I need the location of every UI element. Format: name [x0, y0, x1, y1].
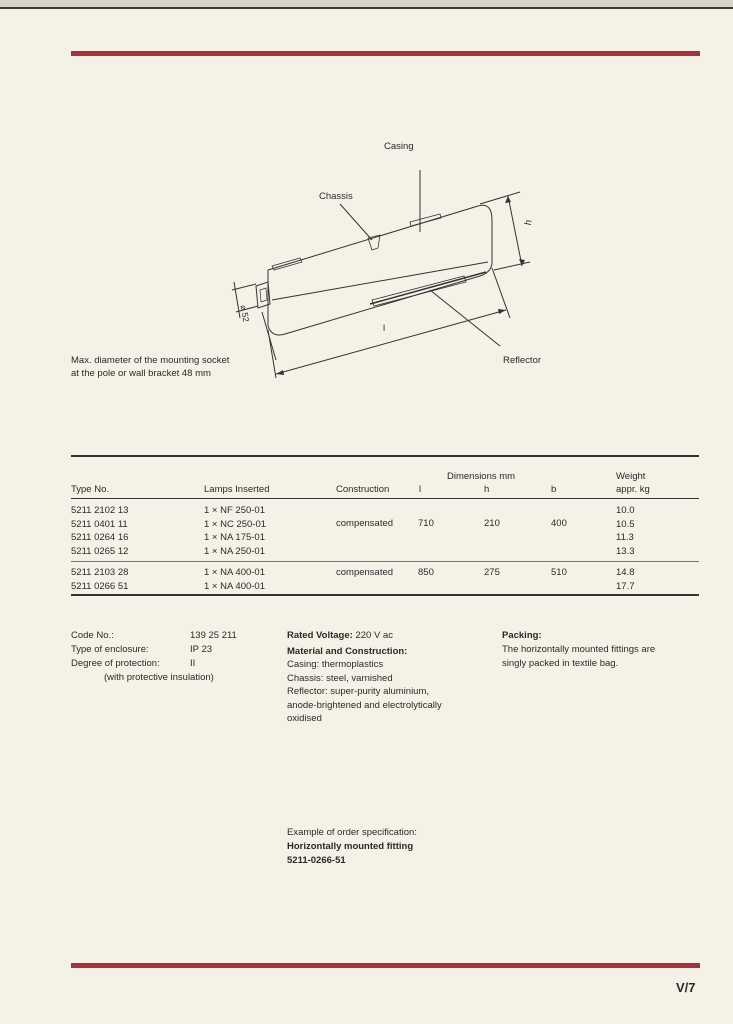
rated-voltage-value: 220 V ac [355, 630, 393, 641]
header-l: l [419, 484, 422, 495]
material-line: anode-brightened and electrolytically [287, 699, 442, 711]
header-lamps: Lamps Inserted [204, 484, 270, 495]
packing-line-2: singly packed in textile bag. [502, 658, 619, 669]
reflector-lower [370, 272, 486, 304]
table-cell: 1 × NA 400-01 [204, 567, 266, 578]
table-cell: 13.3 [616, 545, 635, 557]
label-reflector: Reflector [503, 355, 542, 366]
table-cell: 14.8 [616, 567, 635, 578]
h-extension-bottom [494, 262, 530, 270]
order-intro: Example of order specification: [287, 827, 417, 838]
table-cell: 5211 0266 51 [71, 580, 129, 592]
table-cell: 10.0 [616, 505, 635, 516]
label-casing: Casing [384, 141, 414, 152]
header-h: h [484, 484, 490, 495]
rated-voltage-label: Rated Voltage: [287, 630, 353, 641]
group2-lamps [204, 566, 265, 593]
order-number: 5211-0266-51 [287, 855, 346, 866]
page-number: V/7 [676, 980, 696, 995]
table-group-rule [71, 561, 699, 562]
table-cell: 11.3 [616, 532, 634, 543]
chassis-leader [340, 204, 372, 240]
l-extension-left [268, 330, 276, 378]
group1-type-nos [71, 504, 128, 558]
l-dimension-line [276, 310, 506, 374]
protection-label: Degree of protection: [71, 658, 160, 669]
table-cell: 1 × NA 250-01 [204, 545, 266, 557]
order-title: Horizontally mounted fitting [287, 841, 414, 852]
bottom-red-rule [71, 963, 700, 968]
table-cell: 5211 0401 11 [71, 518, 128, 530]
material-lines [287, 658, 442, 726]
h-dimension-line [508, 196, 522, 266]
header-type-no: Type No. [71, 484, 110, 495]
enclosure-label: Type of enclosure: [71, 644, 149, 655]
code-no-label: Code No.: [71, 630, 114, 641]
group2-l: 850 [418, 567, 434, 578]
label-dim-h: h [522, 218, 535, 227]
protection-note: (with protective insulation) [104, 672, 214, 683]
rated-voltage [287, 629, 393, 642]
label-dim-l: l [383, 323, 386, 334]
code-no-value: 139 25 211 [190, 630, 237, 641]
group2-b: 510 [551, 567, 567, 578]
material-line: Reflector: super-purity aluminium, [287, 686, 430, 697]
header-dimensions: Dimensions mm [447, 471, 516, 482]
group2-weights [616, 566, 635, 593]
caption-line-2: at the pole or wall bracket 48 mm [71, 368, 211, 379]
material-line: Casing: thermoplastics [287, 659, 384, 670]
chassis-top-bar [410, 214, 441, 226]
group1-b: 400 [551, 518, 567, 529]
table-cell: 5211 2103 28 [71, 567, 129, 578]
table-cell: 5211 0264 16 [71, 532, 129, 543]
header-weight-1: Weight [616, 471, 646, 482]
header-weight-2: appr. kg [616, 484, 650, 495]
group1-l: 710 [418, 518, 434, 529]
h-arrow-bottom [519, 259, 525, 266]
table-bottom-rule [71, 594, 699, 596]
group1-construction: compensated [336, 518, 394, 529]
l-arrow-right [498, 309, 506, 314]
table-top-rule [71, 455, 699, 457]
header-construction: Construction [336, 484, 390, 495]
h-extension-top [480, 192, 520, 204]
table-cell: 1 × NA 175-01 [204, 532, 266, 543]
table-header-rule [71, 498, 699, 499]
protection-value: II [190, 658, 196, 669]
table-cell: 1 × NA 400-01 [204, 580, 266, 592]
group1-weights [616, 504, 635, 558]
table-cell: 10.5 [616, 518, 635, 530]
table-cell: 17.7 [616, 580, 635, 592]
label-chassis: Chassis [319, 191, 353, 202]
socket-inner [260, 288, 267, 302]
enclosure-value: IP 23 [190, 644, 213, 655]
h-arrow-top [505, 196, 511, 203]
table-cell: 5211 2102 13 [71, 505, 129, 516]
group2-type-nos [71, 566, 128, 593]
caption-line-1: Max. diameter of the mounting socket [71, 355, 230, 366]
packing-heading: Packing: [502, 630, 542, 641]
material-line: Chassis: steel, varnished [287, 672, 393, 684]
label-dim-diameter: ⌀ 52 [238, 304, 252, 323]
casing-outline [268, 205, 492, 335]
packing-line-1: The horizontally mounted fittings are [502, 644, 656, 655]
group2-h: 275 [484, 567, 500, 578]
table-cell: 1 × NF 250-01 [204, 505, 265, 516]
material-line: oxidised [287, 713, 322, 724]
group1-h: 210 [484, 518, 500, 529]
table-cell: 1 × NC 250-01 [204, 518, 267, 530]
l-arrow-left [276, 370, 284, 375]
table-cell: 5211 0265 12 [71, 545, 129, 557]
group2-construction: compensated [336, 567, 394, 578]
reflector-leader [430, 290, 500, 346]
group1-lamps [204, 504, 266, 558]
fitting-diagram [0, 0, 733, 400]
header-b: b [551, 484, 557, 495]
material-heading: Material and Construction: [287, 646, 408, 657]
